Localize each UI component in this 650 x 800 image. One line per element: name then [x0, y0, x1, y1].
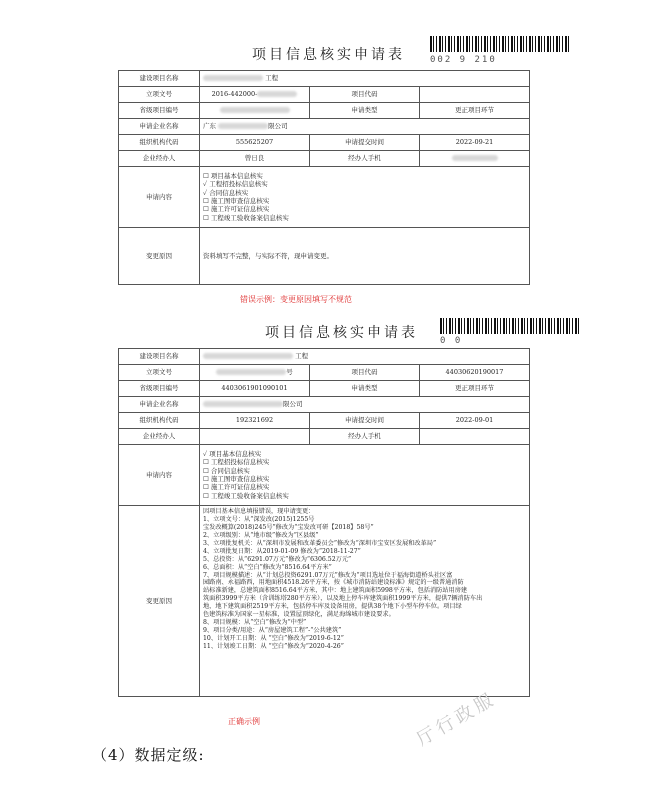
form1-barcode: [430, 36, 570, 52]
checklist-item[interactable]: ☐ 施工许可证信息核实: [203, 205, 270, 214]
table-row: [119, 365, 530, 381]
form1-org-code-value: 555625207: [200, 135, 310, 151]
form2-manager-label: 企业经办人: [119, 429, 200, 445]
form1-project-code-label: 项目代码: [310, 87, 420, 103]
reason-line: 11、计划竣工日期：从 “空白”修改为“2020-4-26”: [203, 642, 344, 650]
checklist-item[interactable]: ☐ 项目基本信息核实: [203, 171, 263, 180]
section-heading: （4）数据定级:: [92, 746, 205, 764]
reason-line: 因项目基本信息填报错误，现申请变更：: [203, 508, 315, 515]
table-row: [119, 151, 530, 167]
reason-line: 地，地下建筑面积2519平方米，包括停车库及设备用房，提供38个地下小型车停车位。项目绿: [203, 603, 462, 611]
reason-line: 7、项目规模描述：从“计划总投资6291.07万元”修改为“项目选址位于福海街道桥头社区富: [203, 571, 453, 579]
form1-table: [118, 70, 530, 285]
form1-project-code-value: [420, 87, 530, 103]
checklist-item[interactable]: ☐ 工程招投标信息核实: [203, 458, 270, 467]
form1-company-value: 广东 限公司: [200, 119, 530, 135]
form1-province-code-label: 省级项目编号: [119, 103, 200, 119]
table-row: [119, 506, 530, 697]
checklist-item[interactable]: ✓ 合同信息核实: [203, 188, 249, 197]
form2-table: [118, 348, 530, 697]
form2-checklist: [200, 445, 530, 506]
form2-title: 项目信息核实申请表: [265, 325, 418, 341]
reason-line: 9、项目分类/用途：从“房屋建筑工程”-“公共建筑”: [203, 627, 342, 635]
form2-project-code-label: 项目代码: [310, 365, 420, 381]
reason-line: 10、计划开工日期：从 “空白”修改为“2019-6-12”: [203, 635, 344, 642]
table-row: [119, 397, 530, 413]
reason-line: 5、总投资：从“6291.07万元”修改为“6306.52万元”: [203, 555, 352, 563]
checklist-item[interactable]: ✓ 工程招投标信息核实: [203, 180, 268, 189]
form1-title: 项目信息核实申请表: [252, 47, 405, 63]
form1-submit-time-label: 申请提交时间: [310, 135, 420, 151]
table-row: [119, 103, 530, 119]
form1-checklist: [200, 167, 530, 228]
form1-project-name-label: 建设项目名称: [119, 71, 200, 87]
reason-line: 3、立项批复机关：从“深圳市发展和改革委员会”修改为“深圳市宝安区发展和改革局”: [203, 539, 437, 547]
table-row: [119, 413, 530, 429]
watermark-stamp: 厅行政服: [413, 688, 501, 751]
form2-org-code-label: 组织机构代码: [119, 413, 200, 429]
form2-change-reason-value: [200, 506, 530, 697]
form1-approval-no-label: 立项文号: [119, 87, 200, 103]
form1-apply-type-label: 申请类型: [310, 103, 420, 119]
table-row: [119, 71, 530, 87]
reason-line: 宝发改概算(2018)245号”修改为“宝发改可研【2018】58号”: [203, 523, 374, 531]
table-row: [119, 228, 530, 285]
table-row: [119, 135, 530, 151]
form2-change-reason-label: 变更原因: [119, 506, 200, 697]
checklist-item[interactable]: ☐ 施工图审查信息核实: [203, 197, 270, 205]
table-row: [119, 381, 530, 397]
form1-change-reason-value: 资料填写不完整，与实际不符，现申请变更。: [200, 228, 530, 285]
form2-company-label: 申请企业名称: [119, 397, 200, 413]
form2-content-label: 申请内容: [119, 445, 200, 506]
form2-project-name-value: 工程: [200, 349, 530, 365]
form1-error-note: 错误示例：变更原因填写不规范: [240, 295, 352, 304]
form1-approval-no-value: 2016-442000-: [200, 87, 310, 103]
form1-province-code-value: [200, 103, 310, 119]
form1-submit-time-value: 2022-09-21: [420, 135, 530, 151]
form2-approval-no-value: 号: [200, 365, 310, 381]
reason-line: 4、立项批复日期：从2019-01-09 修改为“2018-11-27”: [203, 547, 361, 555]
checklist-item[interactable]: ✓ 项目基本信息核实: [203, 449, 262, 458]
reason-line: 2、立项级别：从“地市级”修改为”区县级”: [203, 531, 319, 539]
form2-province-code-label: 省级项目编号: [119, 381, 200, 397]
reason-line: 1、立项文号：从“深发改(2015)1255号: [203, 515, 315, 523]
form2-barcode: [440, 318, 580, 334]
form2-manager-value: [200, 429, 310, 445]
form2-apply-type-value: 更正项目环节: [420, 381, 530, 397]
checklist-item[interactable]: ☐ 工程竣工验收备案信息核实: [203, 213, 289, 222]
form2-phone-label: 经办人手机: [310, 429, 420, 445]
form2-submit-time-label: 申请提交时间: [310, 413, 420, 429]
table-row: [119, 87, 530, 103]
checklist-item[interactable]: ☐ 施工图审查信息核实: [203, 475, 270, 483]
form1-org-code-label: 组织机构代码: [119, 135, 200, 151]
checklist-item[interactable]: ☐ 工程竣工验收备案信息核实: [203, 491, 289, 500]
form2-org-code-value: 192321692: [200, 413, 310, 429]
form1-barcode-number: 002 9 210: [430, 55, 497, 65]
form2-correct-note: 正确示例: [228, 717, 260, 726]
form1-content-label: 申请内容: [119, 167, 200, 228]
reason-line: 园路南、永福路西，用地面积4518.26平方米，按《城市消防站建设标准》规定的一级普通消防: [203, 579, 464, 587]
form1-project-name-value: 工程: [200, 71, 530, 87]
form1-apply-type-value: 更正项目环节: [420, 103, 530, 119]
form2-project-name-label: 建设项目名称: [119, 349, 200, 365]
form1-manager-label: 企业经办人: [119, 151, 200, 167]
form2-company-value: 限公司: [200, 397, 530, 413]
table-row: [119, 119, 530, 135]
table-row: [119, 167, 530, 228]
reason-line: 站标准新建，总建筑面积8516.64平方米，其中：地上建筑面积5998平方米，包括消防站用房建: [203, 587, 468, 595]
checklist-item[interactable]: ☐ 施工许可证信息核实: [203, 483, 270, 492]
form1-change-reason-label: 变更原因: [119, 228, 200, 285]
form1-phone-value: [420, 151, 530, 167]
form2-province-code-value: 4403061901090101: [200, 381, 310, 397]
form2-barcode-number: 0 0: [440, 336, 463, 346]
reason-line: 8、项目规模：从“空白”修改为“中型”: [203, 619, 307, 627]
table-row: [119, 349, 530, 365]
form2-submit-time-value: 2022-09-01: [420, 413, 530, 429]
reason-line: 色建筑标准为国家一星标准，设置屋顶绿化，满足海绵城市建设要求。: [203, 611, 395, 619]
form1-company-label: 申请企业名称: [119, 119, 200, 135]
table-row: [119, 445, 530, 506]
reason-line: 6、总面积：从“空白”修改为“8516.64平方米”: [203, 563, 332, 571]
table-row: [119, 429, 530, 445]
form2-approval-no-label: 立项文号: [119, 365, 200, 381]
form2-apply-type-label: 申请类型: [310, 381, 420, 397]
form1-manager-value: 曾日良: [200, 151, 310, 167]
form2-phone-value: [420, 429, 530, 445]
form2-project-code-value: 44030620190017: [420, 365, 530, 381]
form1-phone-label: 经办人手机: [310, 151, 420, 167]
checklist-item[interactable]: ☐ 合同信息核实: [203, 466, 250, 475]
reason-line: 筑面积3999平方米（含训练塔280平方米），以及地上停车库建筑面积1999平方米，提供7辆消防车出: [203, 595, 483, 603]
